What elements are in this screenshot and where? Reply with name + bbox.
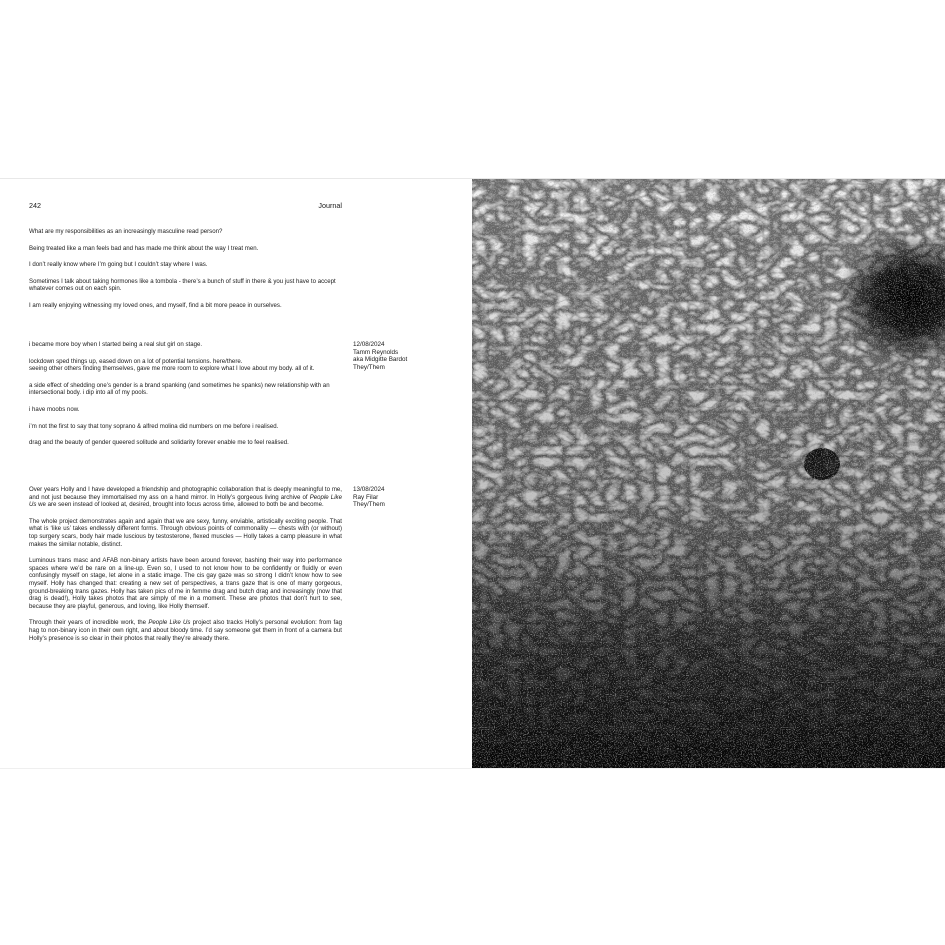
author-name: Tamm Reynolds <box>353 348 399 356</box>
left-page <box>0 179 472 769</box>
essay-entry-3 <box>29 486 342 651</box>
text-run: Through their years of incredible work, the <box>29 619 149 627</box>
text-run: we are seen instead of looked at, desired, brought into focus across time, allowed to both be and become. <box>36 501 324 509</box>
paragraph: The whole project demonstrates again and again that we are sexy, funny, enviable, artistically exciting people. That what is ‘like us’ takes endlessly different forms. Through obvious points of commonality — chests with (or without) top surgery scars, body hair made luscious by testosterone, flexed muscles — Holly takes a camp pleasure in what makes the similar notable, distinct. <box>29 517 342 548</box>
book-spread <box>0 178 945 769</box>
journal-entry-2 <box>29 341 342 456</box>
paragraph: Sometimes I talk about taking hormones like a tombola - there’s a bunch of stuff in there & you just have to accept whatever comes out on each spin. <box>29 277 336 293</box>
paragraph: i’m not the first to say that tony soprano & alfred molina did numbers on me before i realised. <box>29 422 279 430</box>
text-run: project also tracks Holly’s personal evolution: from fag hag to non-binary icon in their own right, and about bloody time. I’d say someone get them in front of a camera but Holly’s presence is so clear in their photos that really they’re already there. <box>29 619 342 642</box>
italic-title: People Like Us <box>29 493 342 509</box>
paragraph: Being treated like a man feels bad and has made me think about the way I treat men. <box>29 244 259 252</box>
paragraph: i have moobs now. <box>29 405 80 413</box>
author-alias: aka Midgitte Bardot <box>353 356 408 364</box>
paragraph: What are my responsibilities as an increasingly masculine read person? <box>29 228 223 235</box>
entry-date: 12/08/2024 <box>353 341 385 348</box>
journal-entry-1 <box>29 228 342 319</box>
paragraph: lockdown sped things up, eased down on a lot of potential tensions. here/there. <box>29 357 243 365</box>
entry-2-author <box>353 341 453 371</box>
divider <box>0 768 945 769</box>
paragraph: seeing other others finding themselves, gave me more room to explore what I love about my body. all of it. <box>29 365 315 373</box>
italic-title: People Like Us <box>148 619 191 627</box>
author-pronouns: They/Them <box>353 501 385 509</box>
running-head: Journal <box>318 201 342 210</box>
entry-3-author <box>353 486 453 509</box>
paragraph <box>29 619 342 642</box>
author-name: Ray Filar <box>353 493 379 501</box>
paragraph: I don’t really know where I’m going but I couldn’t stay where I was. <box>29 261 208 269</box>
paragraph: drag and the beauty of gender queered solitude and solidarity forever enable me to feel realised. <box>29 439 289 447</box>
paragraph: i became more boy when I started being a real slut girl on stage. <box>29 341 203 348</box>
paragraph: a side effect of shedding one’s gender is a brand spanking (and sometimes he spanks) new relationship with an intersectional body. i dip into all of my pools. <box>29 381 330 397</box>
author-pronouns: They/Them <box>353 363 385 371</box>
text-run: Over years Holly and I have developed a friendship and photographic collaboration that is deeply meaningful to me, and not just because they immortalised my ass on a hand mirror. In Holly’s gorgeous living archive of <box>29 486 342 501</box>
page-number: 242 <box>29 201 41 210</box>
photo-image <box>472 179 945 769</box>
paragraph: Luminous trans masc and AFAB non-binary artists have been around forever, bashing their way into performance spaces where we’d be rare on a line-up. Even so, I used to not know how to be confidently or fluidly or even confusingly myself on stage, let alone in a static image. The cis gay gaze was so strong I didn’t know how to see myself. Holly has changed that: creating a new set of perspectives, a trans gaze that is one of many gorgeous, ground-breaking trans gazes. Holly has taken pics of me in femme drag and butch drag and increasingly (now that drag is dead!), Holly takes photos that are simply of me in a moment. These are photos that don’t hurt to see, because they are playful, generous, and loving, like Holly themself. <box>29 557 342 610</box>
entry-date: 13/08/2024 <box>353 486 385 493</box>
paragraph <box>29 486 342 509</box>
paragraph: I am really enjoying witnessing my loved ones, and myself, find a bit more peace in ourselves. <box>29 301 282 309</box>
grainy-photo <box>472 179 945 769</box>
